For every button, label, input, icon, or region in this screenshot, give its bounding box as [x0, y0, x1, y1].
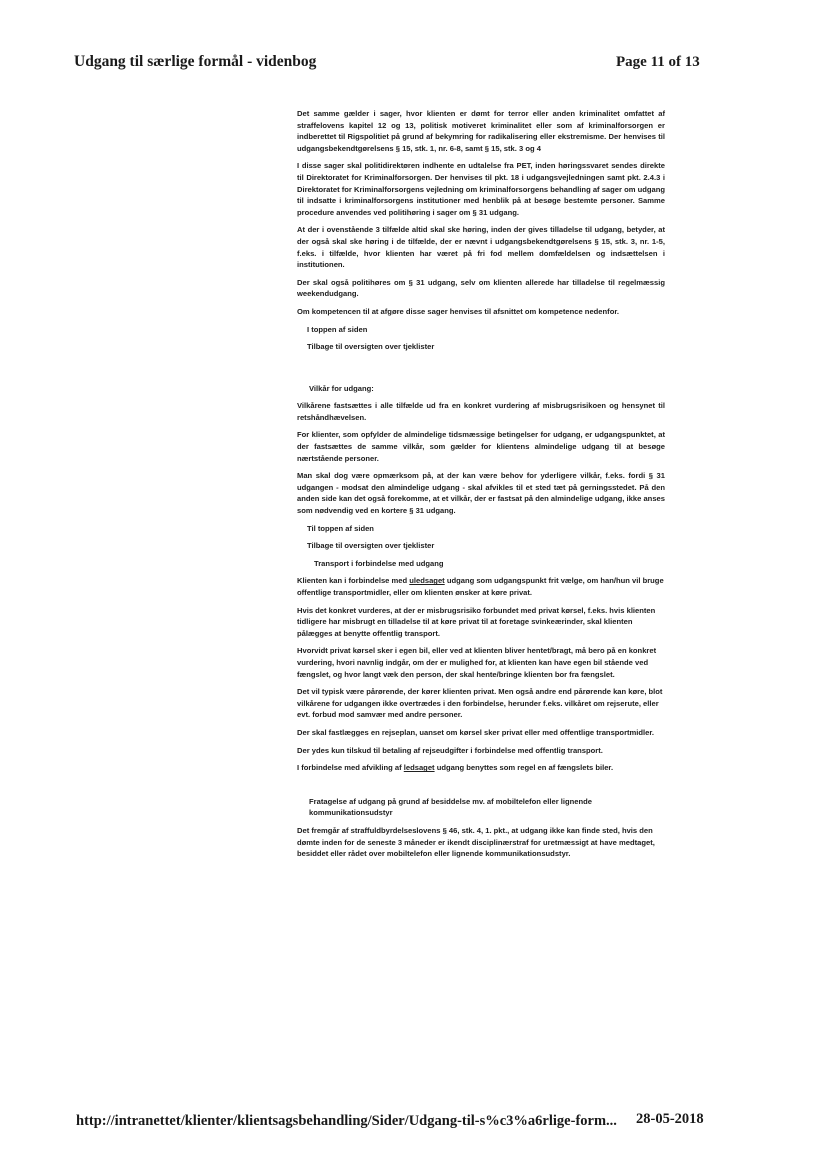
section-heading: Fratagelse af udgang på grund af besiddelse mv. af mobiltelefon eller lignende kommunikationsudstyr	[309, 796, 592, 818]
paragraph: Hvorvidt privat kørsel sker i egen bil, eller ved at klienten bliver hentet/bragt, må bero på en konkret vurdering, hvori navnlig indgår, om der er mulighed for, at klienten kan have egen bil stående ved fængslet, og hvor langt væk den person, der skal hente/bringe klienten bor fra fængslet.	[297, 646, 657, 679]
document-body	[297, 108, 665, 866]
text-span: I forbindelse med afvikling af	[297, 763, 404, 773]
back-to-checklists-link[interactable]: Tilbage til oversigten over tjeklister	[307, 541, 435, 551]
footer-url: http://intranettet/klienter/klientsagsbehandling/Sider/Udgang-til-s%c3%a6rlige-form...	[76, 1113, 617, 1129]
paragraph: Det vil typisk være pårørende, der kører klienten privat. Men også andre end pårørende kan køre, blot vilkårene for udgangen ikke overtrædes i den forbindelse, herunder f.eks. vilkåret om rejserute, eller evt. forbud mod samvær med andre personer.	[297, 687, 663, 720]
section-heading: Vilkår for udgang:	[309, 383, 374, 393]
footer-date: 28-05-2018	[636, 1111, 704, 1127]
document-title: Udgang til særlige formål - videnbog	[74, 53, 317, 70]
spacer	[297, 780, 665, 796]
text-span: udgang benyttes som regel en af fængslets biler.	[434, 763, 614, 773]
page-number: Page 11 of 13	[616, 54, 700, 70]
paragraph: Hvis det konkret vurderes, at der er misbrugsrisiko forbundet med privat kørsel, f.eks. hvis klienten tidligere har misbrugt en tilladelse til at køre privat til at foretage svinkeærinder, skal klienten pålægges at benytte offentlig transport.	[297, 605, 656, 638]
back-to-top-link[interactable]: Til toppen af siden	[307, 523, 374, 533]
paragraph: For klienter, som opfylder de almindelige tidsmæssige betingelser for udgang, er udgangspunktet, at der fastsættes de samme vilkår, som gælder for klientens almindelige udgang til at besøge nærtstående personer.	[297, 430, 665, 463]
uledsaget-link[interactable]: uledsaget	[409, 576, 445, 586]
paragraph	[297, 575, 665, 598]
back-to-checklists-link[interactable]: Tilbage til oversigten over tjeklister	[307, 342, 435, 352]
text-span: Klienten kan i forbindelse med	[297, 576, 410, 586]
section-heading: Transport i forbindelse med udgang	[314, 558, 444, 568]
text-span: udgang som udgangspunkt frit vælge, om han/hun vil bruge offentlige transportmidler, eller om klienten ønsker at køre privat.	[297, 576, 664, 597]
back-to-top-link[interactable]: I toppen af siden	[307, 324, 368, 334]
paragraph: Det samme gælder i sager, hvor klienten er dømt for terror eller anden kriminalitet omfattet af straffelovens kapitel 12 og 13, politisk motiveret kriminalitet eller som af kriminalforsorgen er indberettet til Rigspolitiet på grund af bekymring for radikalisering eller ekstremisme. Der henvises til udgangsbekendtgørelsens § 15, stk. 1, nr. 6-8, samt § 15, stk. 3 og 4	[297, 109, 665, 153]
paragraph: Vilkårene fastsættes i alle tilfælde ud fra en konkret vurdering af misbrugsrisikoen og hensynet til retshåndhævelsen.	[297, 401, 665, 422]
spacer	[297, 359, 665, 383]
paragraph: I disse sager skal politidirektøren indhente en udtalelse fra PET, inden høringssvaret sendes direkte til Direktoratet for Kriminalforsorgen. Der henvises til pkt. 18 i udgangsvejledningen samt pkt. 2.4.3 i Direktoratet for Kriminalforsorgens vejledning om kriminalforsorgens behandling af sager om udgang til indsatte i kriminalforsorgens institutioner med henblik på at besøge bestemte personer. Samme procedure anvendes ved politihøring i sager om § 31 udgang.	[297, 161, 665, 217]
paragraph: Man skal dog være opmærksom på, at der kan være behov for yderligere vilkår, f.eks. fordi § 31 udgangen - modsat den almindelige udgang - skal afvikles til et sted tæt på gerningsstedet. På den anden side kan det også forekomme, at et vilkår, der er fastsat på den almindelige udgang, ikke anses som nødvendig ved en kortere § 31 udgang.	[297, 471, 665, 516]
paragraph: Der ydes kun tilskud til betaling af rejseudgifter i forbindelse med offentlig transport.	[297, 745, 603, 755]
paragraph: Der skal også politihøres om § 31 udgang, selv om klienten allerede har tilladelse til regelmæssig weekendudgang.	[297, 277, 665, 299]
paragraph: Der skal fastlægges en rejseplan, uanset om kørsel sker privat eller med offentlige transportmidler.	[297, 727, 655, 737]
paragraph: Om kompetencen til at afgøre disse sager henvises til afsnittet om kompetence nedenfor.	[297, 306, 619, 316]
paragraph: At der i ovenstående 3 tilfælde altid skal ske høring, inden der gives tilladelse til udgang, betyder, at der også skal ske høring i de tilfælde, der er nævnt i udgangsbekendtgørelsens § 15, stk. 3, nr. 1-5, f.eks. i tilfælde, hvor klienten har været på fri fod mellem domfældelsen og indsættelsen i institutionen.	[297, 225, 665, 270]
ledsaget-link[interactable]: ledsaget	[403, 763, 435, 773]
paragraph: Det fremgår af straffuldbyrdelseslovens § 46, stk. 4, 1. pkt., at udgang ikke kan finde sted, hvis den dømte inden for de seneste 3 måneder er ikendt disciplinærstraf for uretmæssigt at have medtaget, besiddet eller rådet over mobiltelefon eller lignende kommunikationsudstyr.	[297, 825, 655, 859]
paragraph	[297, 762, 665, 774]
